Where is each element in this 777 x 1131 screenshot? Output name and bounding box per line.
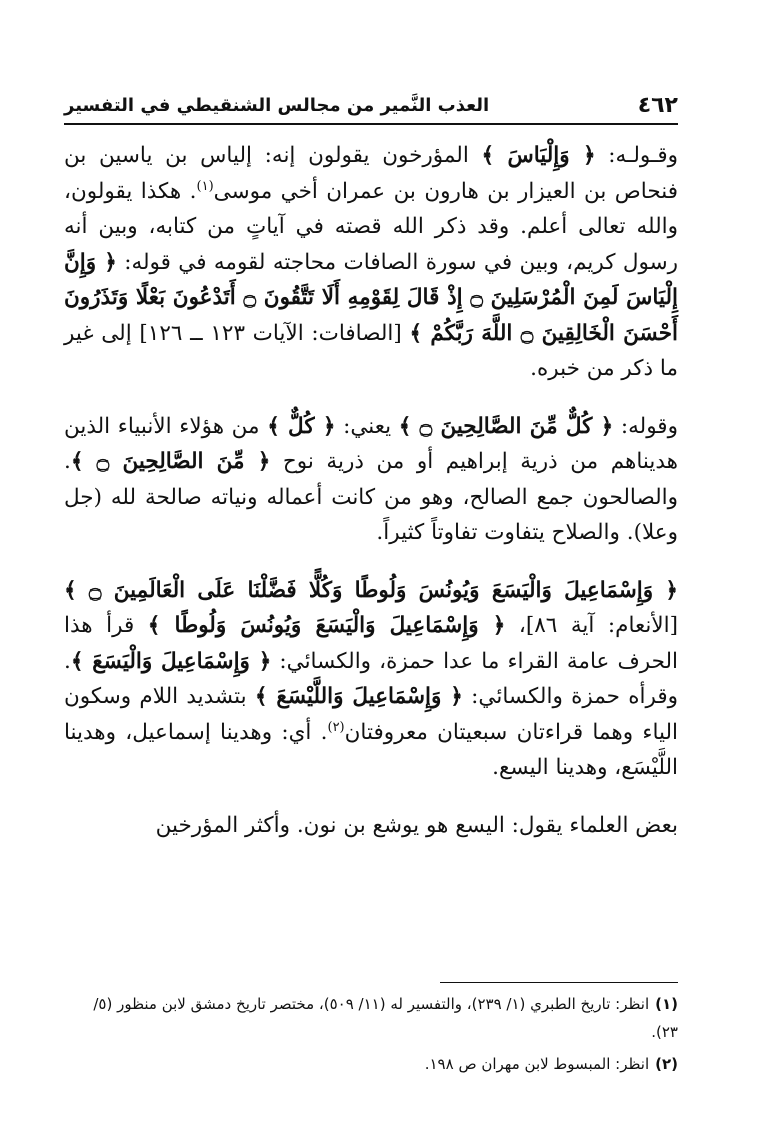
footnote-2 <box>64 1050 678 1078</box>
main-text <box>64 138 678 860</box>
paragraph-salihin: وقوله: ﴿ كُلٌّ مِّنَ الصَّالِحِينَ ۝ ﴾ يعني: ﴿ كُلٌّ ﴾ من هؤلاء الأنبياء الذين هديناهم من ذرية إبراهيم أو من ذرية نوح ﴿ مِّنَ الصَّالِحِينَ ۝ ﴾. والصالحون جمع الصالح، وهو من كانت أعماله ونياته صالحة لله (جل وعلا). والصلاح يتفاوت تفاوتاً كثيراً. <box>64 413 678 545</box>
quran-verse: ﴿ وَإِلْيَاسَ ﴾ <box>481 143 596 168</box>
page-number: ٤٦٢ <box>637 92 678 118</box>
quran-verse: ﴿ مِّنَ الصَّالِحِينَ ۝ ﴾ <box>70 449 271 474</box>
footnote-number: (٢) <box>655 1055 678 1073</box>
quran-verse: ﴿ وَإِسْمَاعِيلَ وَالْيَسَعَ وَيُونُسَ وَلُوطًا ﴾ <box>147 613 506 638</box>
footnote-divider <box>440 982 678 983</box>
quran-verse: ﴿ وَإِسْمَاعِيلَ وَالْيَسَعَ وَيُونُسَ وَلُوطًا وَكُلًّا فَضَّلْنَا عَلَى الْعَالَمِينَ ۝ ﴾ <box>64 577 678 603</box>
footnote-text: انظر: تاريخ الطبري (١/ ٢٣٩)، والتفسير له (١١/ ٥٠٩)، مختصر تاريخ دمشق لابن منظور (٥/ ٢٣). <box>93 995 678 1041</box>
footnote-text: انظر: المبسوط لابن مهران ص ١٩٨. <box>424 1055 650 1073</box>
footnotes <box>64 990 678 1082</box>
running-title: العذب النَّمير من مجالس الشنقيطي في التفسير <box>64 94 490 116</box>
footnote-reference-1[interactable]: (١) <box>196 178 214 194</box>
paragraph-ilyas: وقـولـه: ﴿ وَإِلْيَاسَ ﴾ المؤرخون يقولون إنه: إلياس بن ياسين بن فنحاص بن العيزار بن هارون بن عمران أخي موسى$^{(١)}$. هكذا يقولون، والله تعالى أعلم. وقد ذكر الله قصته في آياتٍ من كتابه، وبين أنه رسول كريم، وبين في سورة الصافات محاجته لقومه في قوله: ﴿ وَإِنَّ إِلْيَاسَ لَمِنَ الْمُرْسَلِينَ ۝ إِذْ قَالَ لِقَوْمِهِ أَلَا تَتَّقُونَ ۝ أَتَدْعُونَ بَعْلًا وَتَذَرُونَ أَحْسَنَ الْخَالِقِينَ ۝ اللَّهَ رَبَّكُمْ ﴾ [الصافات: الآيات ١٢٣ ــ ١٢٦] إلى غير ما ذكر من خبره. <box>64 143 678 381</box>
page-header <box>64 88 678 122</box>
quran-verse: ﴿ وَإِسْمَاعِيلَ وَالْيَسَعَ ﴾ <box>70 648 272 674</box>
quran-verse: ﴿ وَإِسْمَاعِيلَ وَاللَّيْسَعَ ﴾ <box>254 684 463 709</box>
footnote-reference-2[interactable]: (٢) <box>327 719 345 735</box>
footnote-number: (١) <box>655 995 678 1013</box>
paragraph-ismail: ﴿ وَإِسْمَاعِيلَ وَالْيَسَعَ وَيُونُسَ وَلُوطًا وَكُلًّا فَضَّلْنَا عَلَى الْعَالَمِينَ ۝ ﴾ [الأنعام: آية ٨٦]، ﴿ وَإِسْمَاعِيلَ وَالْيَسَعَ وَيُونُسَ وَلُوطًا ﴾ قرأ هذا الحرف عامة القراء ما عدا حمزة، والكسائي: ﴿ وَإِسْمَاعِيلَ وَالْيَسَعَ ﴾. وقرأه حمزة والكسائي: ﴿ وَإِسْمَاعِيلَ وَاللَّيْسَعَ ﴾ بتشديد اللام وسكون الياء وهما قراءتان سبعيتان معروفتان$^{(٢)}$. أي: وهدينا إسماعيل، وهدينا اللَّيْسَع، وهدينا اليسع. <box>64 577 679 780</box>
quran-verse: ﴿ كُلٌّ مِّنَ الصَّالِحِينَ ۝ ﴾ <box>398 413 614 439</box>
paragraph-yasa: بعض العلماء يقول: اليسع هو يوشع بن نون. وأكثر المؤرخين <box>155 812 678 838</box>
header-divider <box>64 123 678 125</box>
quran-verse: ﴿ كُلٌّ ﴾ <box>267 413 336 439</box>
footnote-1 <box>64 990 678 1046</box>
quran-verse: ﴿ وَإِنَّ إِلْيَاسَ لَمِنَ الْمُرْسَلِينَ ۝ إِذْ قَالَ لِقَوْمِهِ أَلَا تَتَّقُونَ ۝ أَتَدْعُونَ بَعْلًا وَتَذَرُونَ أَحْسَنَ الْخَالِقِينَ ۝ اللَّهَ رَبَّكُمْ ﴾ <box>64 249 678 346</box>
